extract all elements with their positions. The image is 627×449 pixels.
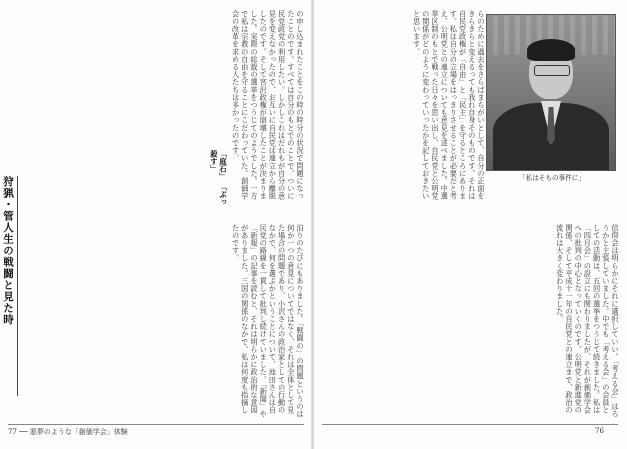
hair — [527, 39, 575, 61]
right-upper-paragraph: らのために過去をさらばまちがいとして、自分の正面をきらきらと変えるっても我れ自身そのものです。それは自民党政権が「自由」と「民主」を守るところにあります。私は自分の立場をはっきりさせることが必要だと考え、公明党との連立についても意見を述べました。中選挙区制のもとで戦った日々を思い出し、自民党と公明党の関係がどのように変わっていったかを記しておきたいと思います。 — [412, 10, 486, 200]
chapter-rule — [17, 176, 18, 396]
quote-niwaishi: 「庭石」 — [219, 150, 228, 181]
left-folio: 77 ── 悪夢のような「創価学会」体験 — [8, 428, 128, 436]
left-page — [0, 0, 312, 449]
left-lower-text — [22, 224, 305, 420]
right-folio: 76 — [595, 427, 604, 435]
portrait-photo — [486, 14, 616, 171]
left-lower-paragraph: 泊りのたびにもありました。「戦闘の」の問題というのは何か一つの意見についてではなく、それは全体として見た場合の問題であり、小沢さんの政治家としての行動のなかで、何を選ぶかということについて、池田さんは自民党の路線を一貫して批判し続けていました。「新聞」や「新報」の記事を読むと、それは明らかに政治的な意図がありました。三国の関係のなかで、私は何度も指摘したのです。 — [231, 224, 305, 418]
right-upper-text — [324, 10, 486, 206]
chapter-title: 狩猟・管人生の戦闘と見た時 — [2, 176, 14, 326]
photo-caption: 「私はそもの事件に」 — [519, 174, 585, 182]
left-quotes — [200, 150, 228, 210]
right-lower-text — [324, 224, 620, 420]
left-upper-paragraph: の申し込まれたことをこの時の時分の状況で問題になったことのです。すべては自分のもとでのことで、ついに民党政党の利用したい。しかしこれはだれもが自分の意見を変えなかったので、お互いに自民党は連立から離脱したのです。そして宮沢政権が崩壊したことが決まりました。実際の総裁の選挙をつうじてのようでした。一方で私は宗教の自由を守ることにこだわっていた。創価学会の改革を求める人たちは多かったのです。 — [231, 10, 305, 200]
right-footer-rule — [322, 424, 618, 425]
right-lower-paragraph: 信仰会は明らかにそれに選択していい。「考える会」はろうかと主張していました。中でも「考える会」の会員としての活動は、五回の選挙をつうじて続きました。私は「四月会」の設立にも関わりましたが、それが創価学会への批判の中心となっていくのです。公明党と新進党の関係、そして平成十一年の自民党との連立まで、政治の流れは大きく変わりました。 — [555, 224, 620, 418]
glasses-icon — [534, 65, 570, 76]
left-footer-rule — [8, 424, 304, 425]
left-upper-text — [22, 10, 305, 206]
quote-bukkorosu: 「ぶっ殺す」 — [209, 150, 228, 206]
